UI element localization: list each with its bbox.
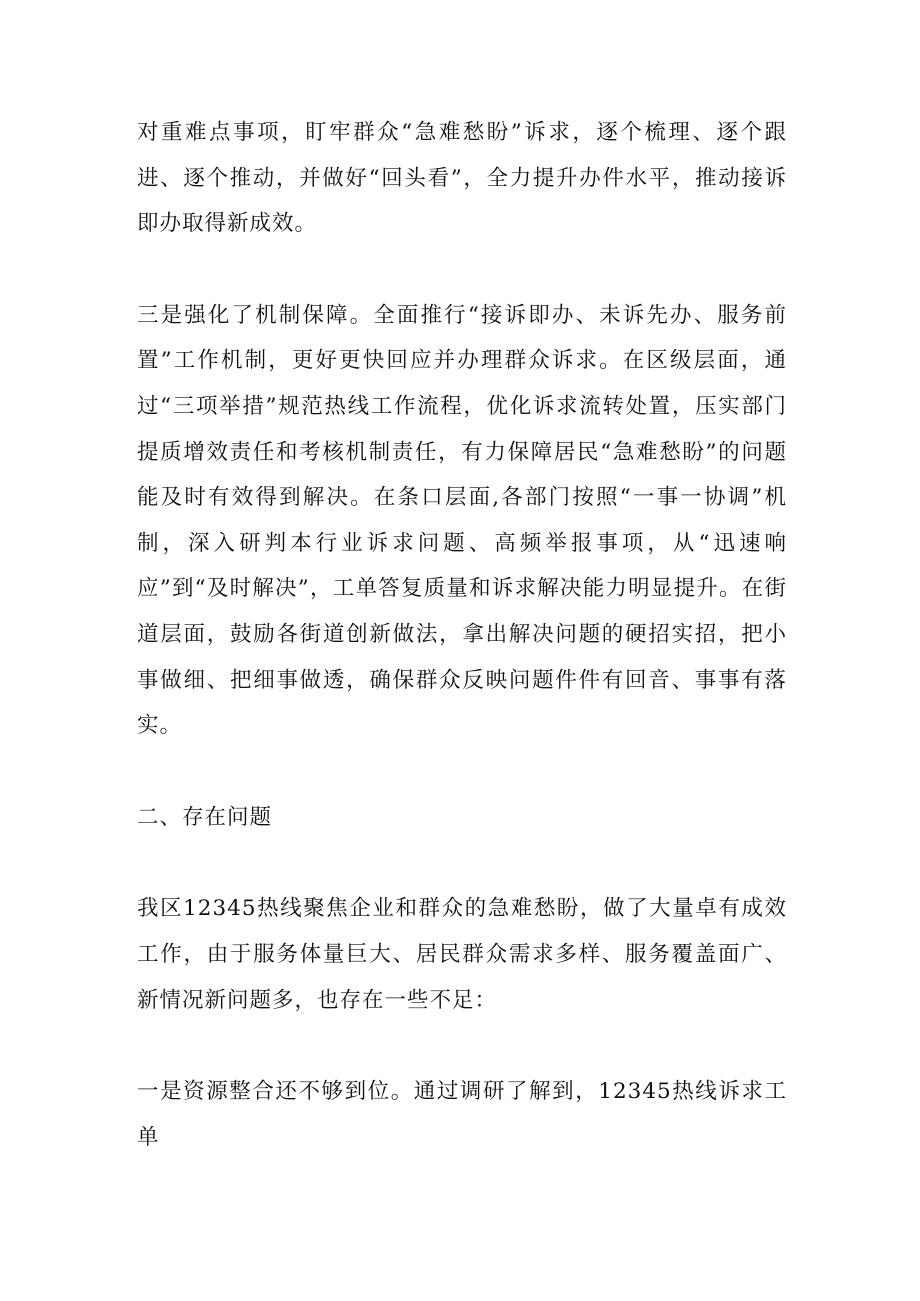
document-body	[137, 110, 787, 1160]
paragraph-3: 我区12345热线聚焦企业和群众的急难愁盼，做了大量卓有成效工作，由于服务体量巨大、居民群众需求多样、服务覆盖面广、新情况新问题多，也存在一些不足：	[137, 896, 787, 1013]
paragraph-2: 三是强化了机制保障。全面推行“接诉即办、未诉先办、服务前置”工作机制，更好更快回应并办理群众诉求。在区级层面，通过“三项举措”规范热线工作流程，优化诉求流转处置，压实部门提质增效责任和考核机制责任，有力保障居民“急难愁盼”的问题能及时有效得到解决。在条口层面,各部门按照“一事一协调”机制，深入研判本行业诉求问题、高频举报事项，从“迅速响应”到“及时解决”，工单答复质量和诉求解决能力明显提升。在街道层面，鼓励各街道创新做法，拿出解决问题的硬招实招，把小事做细、把细事做透，确保群众反映问题件件有回音、事事有落实。	[137, 302, 787, 739]
section-heading: 二、存在问题	[137, 804, 273, 830]
paragraph-4: 一是资源整合还不够到位。通过调研了解到，12345热线诉求工单	[137, 1079, 787, 1150]
paragraph-1: 对重难点事项，盯牢群众“急难愁盼”诉求，逐个梳理、逐个跟进、逐个推动，并做好“回头看”，全力提升办件水平，推动接诉即办取得新成效。	[137, 120, 787, 237]
